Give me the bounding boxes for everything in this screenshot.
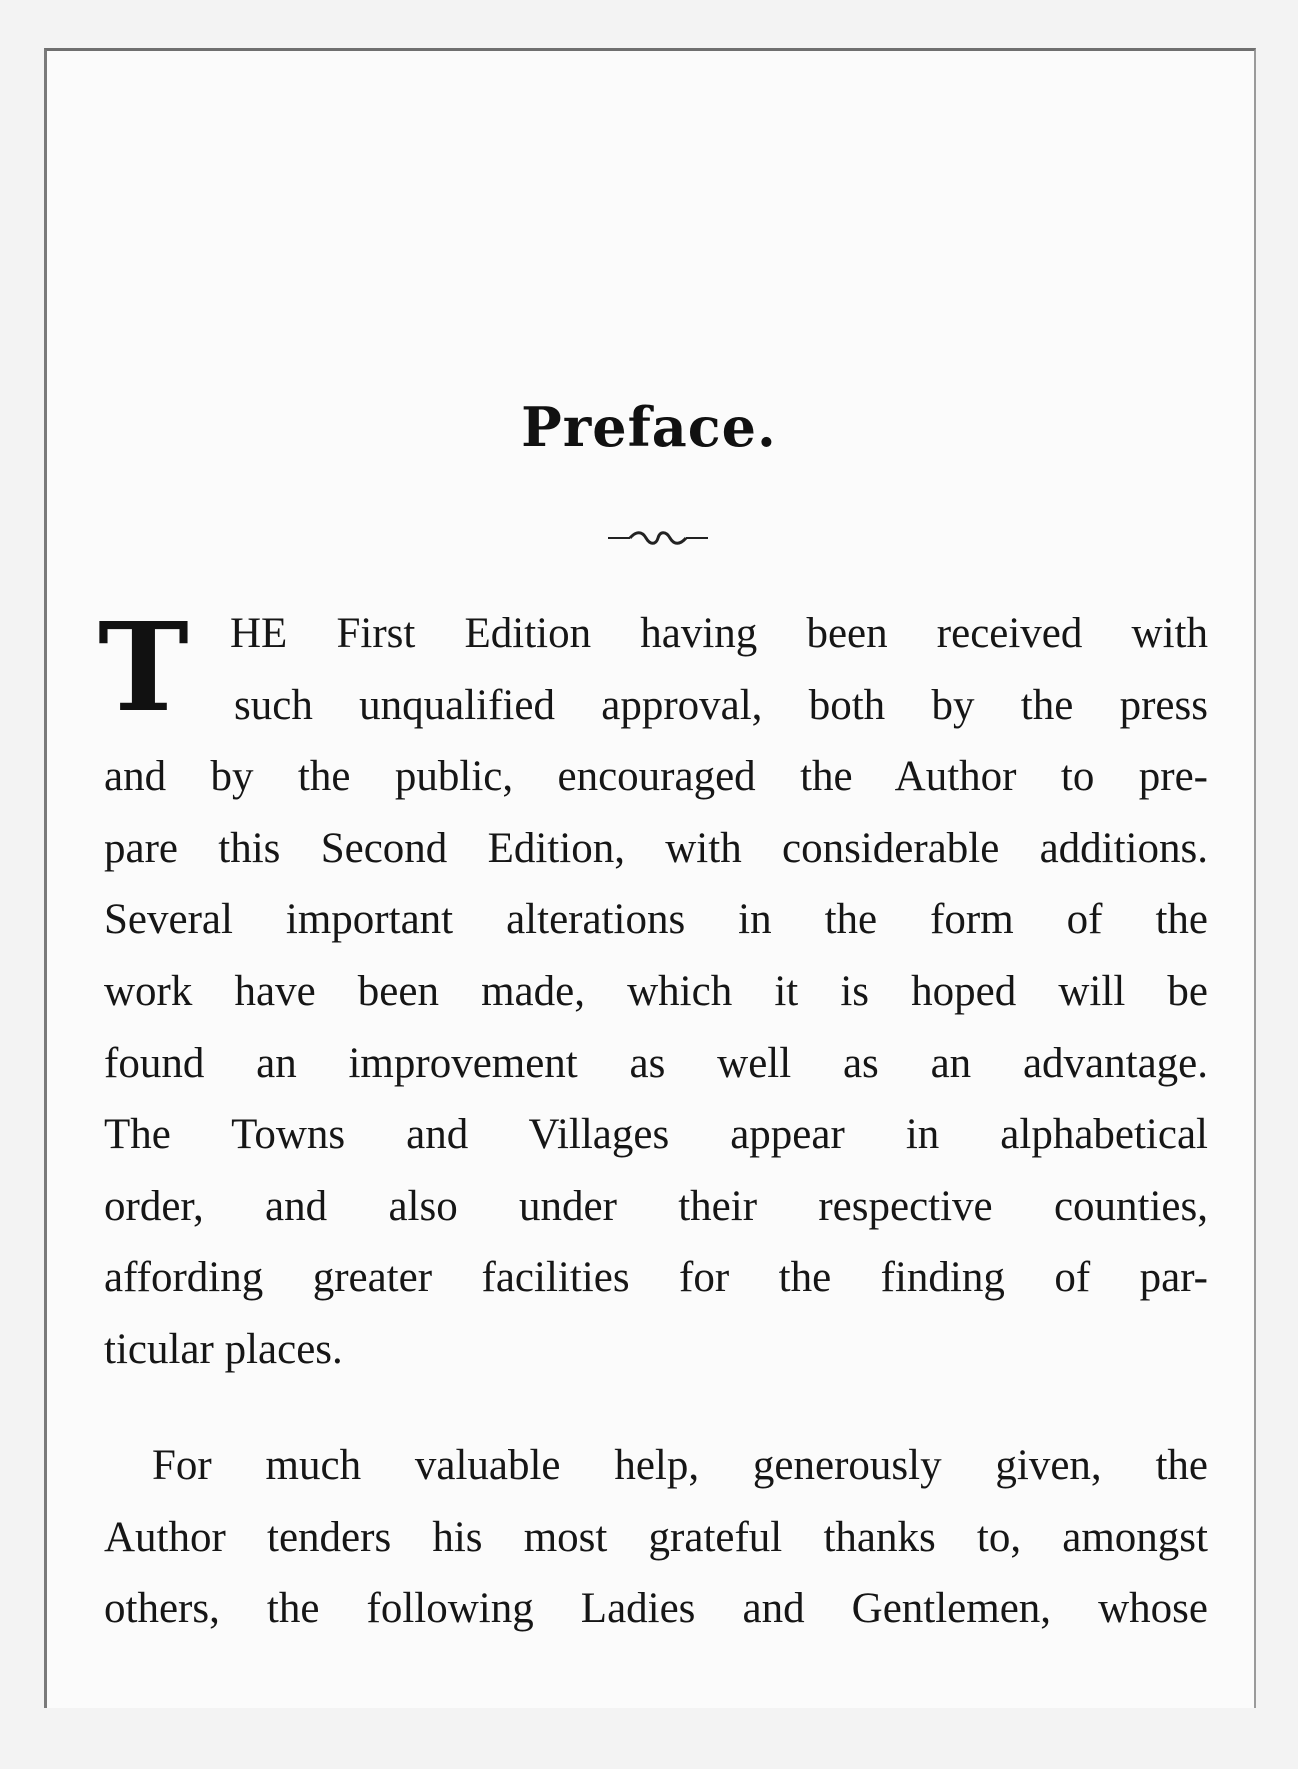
text-line: pare this Second Edition, with considerable additions. — [104, 824, 1208, 872]
text-line: For much valuable help, generously given, the — [152, 1442, 1208, 1489]
text-line: and by the public, encouraged the Author to pre- — [104, 753, 1208, 801]
text-line: found an improvement as well as an advantage. — [104, 1039, 1208, 1087]
paragraph-2 — [104, 1430, 1208, 1645]
text-line: The Towns and Villages appear in alphabetical — [104, 1111, 1208, 1159]
text-line: such unqualified approval, both by the press — [234, 681, 1208, 729]
text-line: affording greater facilities for the finding of par- — [104, 1254, 1208, 1302]
drop-cap-letter: T — [98, 595, 189, 739]
text-line: Author tenders his most grateful thanks to, amongst — [104, 1513, 1208, 1561]
text-line: order, and also under their respective counties, — [104, 1182, 1208, 1230]
text-line: HE First Edition having been received with — [230, 610, 1208, 657]
text-line: work have been made, which it is hoped will be — [104, 967, 1208, 1015]
page-title: Preface. — [521, 395, 777, 459]
ornament-divider-icon — [608, 528, 708, 548]
text-line: ticular places. — [104, 1325, 343, 1373]
text-line: others, the following Ladies and Gentlemen, whose — [104, 1585, 1208, 1633]
text-line: Several important alterations in the form of the — [104, 896, 1208, 944]
paragraph-1 — [104, 598, 1208, 1386]
